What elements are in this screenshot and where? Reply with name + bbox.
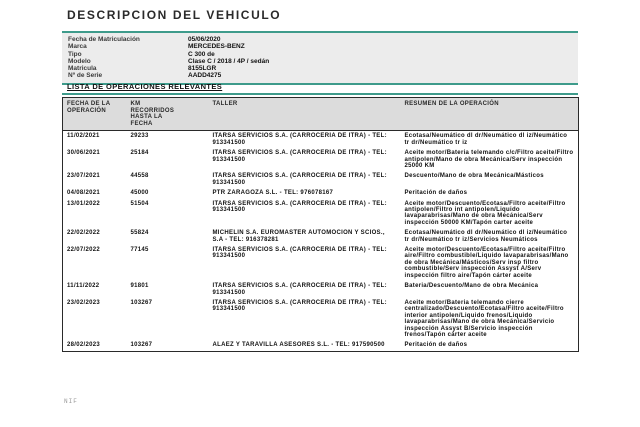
info-field-value: 8155LGR <box>188 65 217 73</box>
cell-fecha: 13/01/2022 <box>67 200 101 207</box>
table-row <box>63 171 579 188</box>
cell-fecha: 23/02/2023 <box>67 299 101 306</box>
vehicle-info-row <box>68 58 574 65</box>
info-field-value: AADD4275 <box>188 72 222 80</box>
cell-taller: ITARSA SERVICIOS S.A. (CARROCERIA DE ITRA) - TEL: 913341500 <box>212 247 387 260</box>
cell-taller: ALAEZ Y TARAVILLA ASESORES S.L. - TEL: 917590500 <box>212 342 385 349</box>
cell-resumen: Aceite motor/Descuento/Ecotasa/Filtro aceite/Filtro antipolen/Filtro int antipolen/Liquido lavaparabrisas/Mano de obra Mecánica/Serv inspección 50000 KM/Tapón carter aceite <box>404 200 566 226</box>
table-row <box>63 298 579 340</box>
info-field-label: Fecha de Matriculación <box>68 36 140 43</box>
cell-taller: ITARSA SERVICIOS S.A. (CARROCERIA DE ITRA) - TEL: 913341500 <box>212 133 387 146</box>
cell-resumen: Aceite motor/Bateria telemando c/c/Filtro aceite/Filtro antipolen/Mano de obra Mecánica/Serv inspección 25000 KM <box>404 150 574 169</box>
table-row <box>63 281 579 298</box>
cell-taller: ITARSA SERVICIOS S.A. (CARROCERIA DE ITRA) - TEL: 913341500 <box>212 299 387 313</box>
cell-resumen: Peritación de daños <box>404 190 468 197</box>
info-field-label: Modelo <box>68 57 91 65</box>
cell-km: 103267 <box>130 299 153 306</box>
cell-resumen: Descuento/Mano de obra Mecánica/Másticos <box>404 173 544 180</box>
info-field-label: Marca <box>68 43 87 51</box>
cell-km: 51504 <box>130 200 149 207</box>
column-header-resumen-label: RESUMEN DE LA OPERACIÓN <box>404 101 499 107</box>
cell-km: 25184 <box>130 150 149 157</box>
column-header-fecha-label: FECHA DE LA OPERACIÓN <box>67 101 111 114</box>
info-field-value: Clase C / 2018 / 4P / sedán <box>188 57 270 65</box>
column-header-km <box>127 98 209 131</box>
cell-fecha: 04/08/2021 <box>67 190 101 197</box>
column-header-resumen <box>401 98 579 131</box>
cell-taller: ITARSA SERVICIOS S.A. (CARROCERIA DE ITRA) - TEL: 913341500 <box>212 283 387 296</box>
cell-taller: PTR ZARAGOZA S.L. - TEL: 976078167 <box>212 190 334 197</box>
cell-km: 103267 <box>130 342 153 349</box>
info-field-label: Tipo <box>68 50 82 58</box>
cell-km: 91801 <box>130 283 149 290</box>
table-row <box>63 228 579 245</box>
cell-resumen: Aceite motor/Bateria telemando cierre centralizado/Descuento/Ecotasa/Filtro aceite/Filtro interior antipolen/Liquido frenos/Liquido lavaparabrisas/Mano de obra Mecánica/Servicio inspección Assyst B/Servicio inspección frenos/Tapón cárter aceite <box>404 299 564 338</box>
info-field-value: C 300 de <box>188 50 215 58</box>
page-title: DESCRIPCION DEL VEHICULO <box>67 8 282 22</box>
vehicle-info-row <box>68 43 574 50</box>
cell-taller: ITARSA SERVICIOS S.A. (CARROCERIA DE ITRA) - TEL: 913341500 <box>212 200 387 214</box>
table-row <box>63 199 579 229</box>
table-row <box>63 131 579 148</box>
column-header-km-label: KM RECORRIDOS HASTA LA FECHA <box>130 101 175 127</box>
cell-km: 29233 <box>130 133 149 140</box>
cell-km: 55824 <box>130 230 149 237</box>
cell-fecha: 22/02/2022 <box>67 230 101 237</box>
table-row <box>63 188 579 198</box>
cell-resumen: Peritación de daños <box>404 342 468 349</box>
section-divider <box>62 93 578 95</box>
vehicle-info-row <box>68 36 574 43</box>
cell-resumen: Bateria/Descuento/Mano de obra Mecánica <box>404 283 539 290</box>
info-field-label: Nº de Serie <box>68 72 103 80</box>
cell-fecha: 11/11/2022 <box>67 283 100 290</box>
footer-note: NIF <box>64 398 78 405</box>
cell-taller: ITARSA SERVICIOS S.A. (CARROCERIA DE ITRA) - TEL: 913341500 <box>212 150 387 163</box>
cell-fecha: 23/07/2021 <box>67 173 101 180</box>
cell-taller: ITARSA SERVICIOS S.A. (CARROCERIA DE ITRA) - TEL: 913341500 <box>212 173 387 186</box>
cell-fecha: 30/06/2021 <box>67 150 101 157</box>
cell-km: 44558 <box>130 173 149 180</box>
vehicle-info-row <box>68 65 574 72</box>
column-header-taller-label: TALLER <box>212 101 238 107</box>
cell-km: 77145 <box>130 247 149 254</box>
vehicle-info-box <box>62 31 578 85</box>
info-field-value: 05/06/2020 <box>188 36 221 43</box>
vehicle-info-row <box>68 72 574 79</box>
table-header-row <box>63 98 579 131</box>
cell-km: 45000 <box>130 190 149 197</box>
info-field-value: MERCEDES-BENZ <box>188 43 245 51</box>
cell-fecha: 11/02/2021 <box>67 133 100 140</box>
column-header-taller <box>209 98 401 131</box>
cell-resumen: Ecotasa/Neumático dl dr/Neumático dl iz/Neumático tr dr/Neumático tr iz/Servicios Neumáticos <box>404 230 568 243</box>
cell-resumen: Aceite motor/Descuento/Ecotasa/Filtro aceite/Filtro aire/Filtro combustible/Liquido lavaparabrisas/Mano de obra Mecánica/Másticos/Serv insp filtro combustible/Serv inspección Assyst A/Serv inspección filtro aire/Tapón cárter aceite <box>404 247 569 279</box>
operations-table <box>62 97 579 352</box>
cell-taller: MICHELIN S.A. EUROMASTER AUTOMOCION Y SCIOS., S.A - TEL: 916378281 <box>212 230 385 243</box>
cell-fecha: 28/02/2023 <box>67 342 101 349</box>
vehicle-info-row <box>68 51 574 58</box>
table-row <box>63 245 579 281</box>
table-row <box>63 340 579 351</box>
operations-table-body <box>63 131 579 351</box>
info-field-label: Matricula <box>68 65 97 73</box>
cell-resumen: Ecotasa/Neumático dl dr/Neumático dl iz/Neumático tr dr/Neumático tr iz <box>404 133 568 146</box>
cell-fecha: 22/07/2022 <box>67 247 101 254</box>
vehicle-info-rows <box>68 36 574 80</box>
column-header-fecha <box>63 98 127 131</box>
table-row <box>63 148 579 171</box>
section-title: LISTA DE OPERACIONES RELEVANTES <box>67 82 223 91</box>
